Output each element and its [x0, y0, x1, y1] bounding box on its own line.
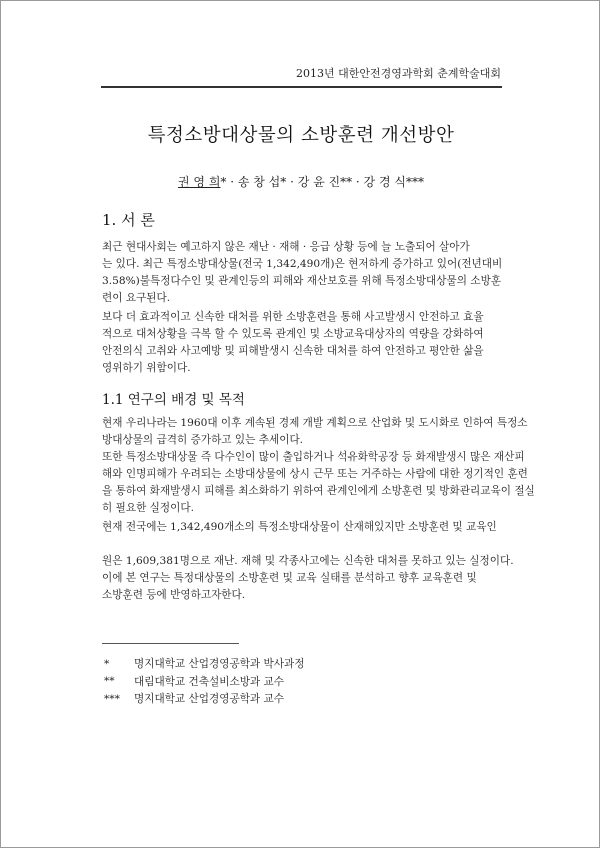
background-paragraph-1	[102, 415, 528, 449]
text-line: 원은 1,609,381명으로 재난. 재해 및 각종사고에는 신속한 대처를 못하고 있는 실정이다.	[102, 555, 514, 567]
text-line: 보다 더 효과적이고 신속한 대처를 위한 소방훈련을 통해 사고발생시 안전하고 효율	[102, 311, 484, 323]
text-line: 영위하기 위함이다.	[102, 362, 191, 375]
text-line: 안전의식 고취와 사고예방 및 피해발생시 신속한 대처를 하여 안전하고 평안한 삶을	[102, 345, 484, 358]
footnote-divider	[102, 643, 239, 644]
subsection-heading-background: 1.1 연구의 배경 및 목적	[102, 392, 245, 408]
background-paragraph-3	[102, 519, 500, 536]
footnote	[104, 690, 304, 708]
text-line: 현재 전국에는 1,342,490개소의 특정소방대상물이 산재해있지만 소방훈련 및 교육인	[102, 521, 497, 533]
footnotes	[104, 655, 304, 708]
footnote-text: 명지대학교 산업경영공학과 박사과정	[134, 658, 305, 671]
text-line: 을 통하여 화재발생시 피해를 최소화하기 위하여 관계인에게 소방훈련 및 방화관리교육이 절실	[102, 485, 535, 498]
text-line: 3.58%)불특정다수인 및 관계인등의 피해와 재산보호를 위해 특정소방대상물의 소방훈	[102, 275, 502, 288]
footnote-mark: **	[104, 675, 115, 688]
text-line: 방대상물의 급격히 증가하고 있는 추세이다.	[102, 434, 304, 447]
text-line: 는 있다. 최근 특정소방대상물(전국 1,342,490개)은 현저하게 증가하고 있어(전년대비	[102, 258, 503, 271]
text-line: 이에 본 연구는 특정대상물의 소방훈련 및 교육 실태를 분석하고 향후 교육훈련 및	[102, 572, 477, 585]
conference-header: 2013년 대한안전경영과학회 춘계학술대회	[295, 67, 501, 80]
intro-paragraph-2	[102, 309, 500, 377]
text-line: 소방훈련 등에 반영하고자한다.	[102, 589, 246, 602]
text-line: 해와 인명피해가 우려되는 소방대상물에 상시 근무 또는 거주하는 사람에 대한 정기적인 훈련	[102, 468, 528, 481]
background-paragraph-4	[102, 553, 514, 604]
footnote	[104, 655, 304, 673]
header-rule	[101, 86, 502, 88]
text-line: 히 필요한 실정이다.	[102, 502, 194, 515]
section-heading-introduction: 1. 서 론	[102, 211, 155, 229]
background-paragraph-2	[102, 449, 535, 517]
text-line: 현재 우리나라는 1960대 이후 계속된 경제 개발 계획으로 산업화 및 도시화로 인하여 특정소	[102, 417, 528, 429]
other-authors: * · 송 창 섭* · 강 윤 진** · 강 경 식***	[220, 175, 424, 189]
footnote	[104, 673, 304, 691]
intro-paragraph-1	[102, 239, 503, 307]
first-author: 권 영 희	[178, 175, 221, 189]
footnote-text: 명지대학교 산업경영공학과 교수	[134, 693, 285, 706]
text-line: 적으로 대처상황을 극복 할 수 있도록 관계인 및 소방교육대상자의 역량을 강화하여	[102, 328, 484, 341]
text-line: 최근 현대사회는 예고하지 않은 재난 · 재해 · 응급 상황 등에 늘 노출되어 살아가	[102, 241, 470, 253]
paper-title: 특정소방대상물의 소방훈련 개선방안	[147, 125, 455, 146]
text-line: 련이 요구된다.	[102, 292, 171, 305]
author-line	[1, 173, 600, 190]
text-line: 또한 특정소방대상물 즉 다수인이 많이 출입하거나 석유화학공장 등 화재발생시 많은 재산피	[102, 451, 525, 463]
footnote-text: 대림대학교 건축설비소방과 교수	[134, 675, 285, 688]
footnote-mark: ***	[104, 692, 120, 705]
footnote-mark: *	[104, 657, 110, 670]
